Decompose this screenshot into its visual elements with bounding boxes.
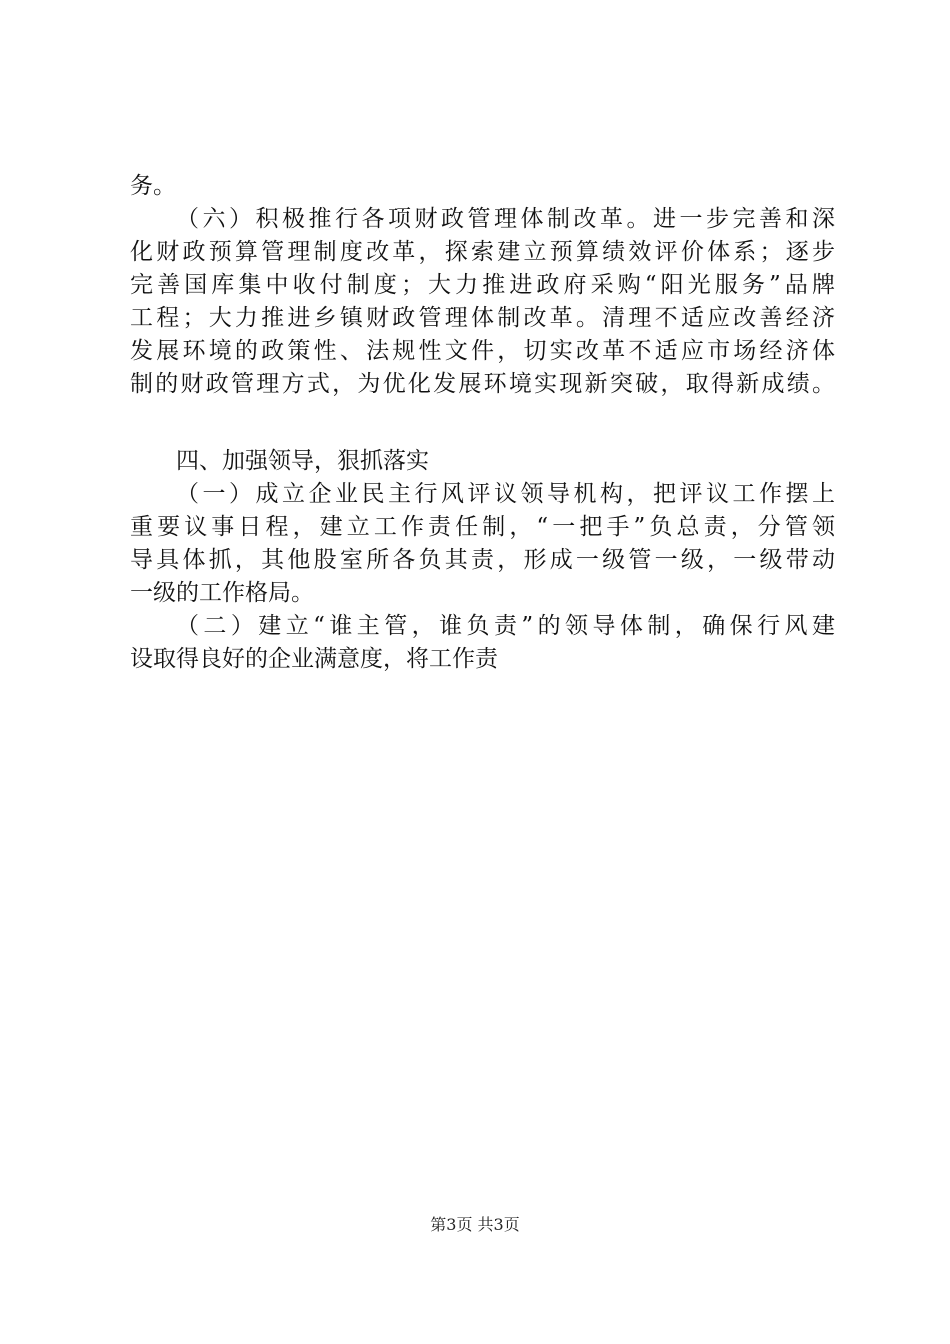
section-heading: 四、加强领导，狠抓落实	[176, 448, 429, 474]
text-line: 一级的工作格局。	[130, 580, 314, 606]
text-line: 完善国库集中收付制度；大力推进政府采购“阳光服务”品牌	[130, 272, 835, 298]
text-line: 导具体抓，其他股室所各负其责，形成一级管一级，一级带动	[130, 547, 835, 573]
page-number: 第3页 共3页	[430, 1215, 520, 1234]
text-line: 发展环境的政策性、法规性文件，切实改革不适应市场经济体	[130, 338, 835, 364]
text-line: （一）成立企业民主行风评议领导机构，把评议工作摆上	[176, 481, 835, 507]
document-body	[130, 170, 835, 676]
text-line: （六）积极推行各项财政管理体制改革。进一步完善和深	[176, 206, 835, 232]
text-line: 重要议事日程，建立工作责任制，“一把手”负总责，分管领	[130, 514, 835, 540]
text-line: 工程；大力推进乡镇财政管理体制改革。清理不适应改善经济	[130, 305, 835, 331]
text-line: 务。	[130, 173, 176, 199]
text-line: 设取得良好的企业满意度，将工作责	[130, 646, 498, 672]
text-line: （二）建立“谁主管，谁负责”的领导体制，确保行风建	[176, 613, 835, 639]
text-line: 化财政预算管理制度改革，探索建立预算绩效评价体系；逐步	[130, 239, 835, 265]
text-line: 制的财政管理方式，为优化发展环境实现新突破，取得新成绩。	[130, 371, 835, 397]
paragraph-gap	[130, 401, 835, 445]
